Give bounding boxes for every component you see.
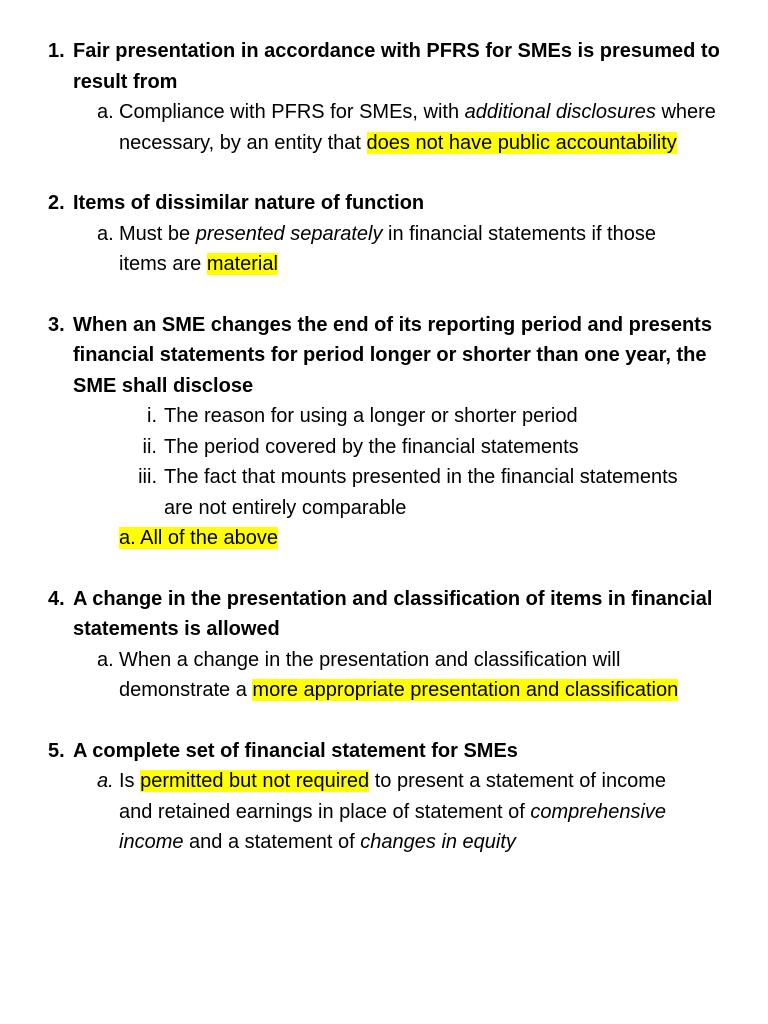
question-number: 2.	[48, 192, 65, 214]
question-line	[0, 188, 768, 219]
answer-label: a.	[97, 648, 114, 671]
italic-text: comprehensive	[530, 800, 667, 823]
answer-line	[0, 523, 768, 554]
answer-text: When a change in the presentation and classification will	[119, 648, 621, 671]
question-text: Items of dissimilar nature of function	[73, 192, 425, 214]
sub-item-label: iii.	[138, 466, 157, 488]
question-1	[0, 36, 768, 158]
sub-item-continuation	[0, 493, 768, 524]
answer-line	[0, 797, 768, 828]
answer-line	[0, 766, 768, 797]
question-text: A complete set of financial statement for SMEs	[73, 739, 518, 762]
sub-item-label: i.	[147, 405, 157, 427]
question-line	[0, 614, 768, 645]
question-text: Fair presentation in accordance with PFRS for SMEs is presumed to	[73, 40, 720, 62]
answer-text: necessary, by an entity that does not have public accountability	[119, 131, 677, 154]
question-text: A change in the presentation and classification of items in financial	[73, 587, 713, 610]
question-line	[0, 340, 768, 371]
highlighted-answer: a. All of the above	[119, 527, 279, 549]
question-3	[0, 310, 768, 554]
answer-line	[0, 97, 768, 128]
question-line	[0, 736, 768, 767]
answer-line	[0, 219, 768, 250]
sub-item	[0, 401, 768, 432]
answer-text: and retained earnings in place of statement of comprehensive	[119, 800, 667, 823]
question-2	[0, 188, 768, 280]
highlighted-answer: does not have public accountability	[366, 131, 677, 154]
question-line	[0, 371, 768, 402]
answer-text: items are material	[119, 253, 278, 275]
sub-item-label: ii.	[142, 435, 157, 458]
highlighted-answer: more appropriate presentation and classification	[252, 679, 679, 701]
answer-line	[0, 645, 768, 676]
question-line	[0, 584, 768, 615]
answer-line	[0, 827, 768, 858]
sub-item	[0, 432, 768, 463]
sub-item-text: The reason for using a longer or shorter period	[164, 405, 578, 427]
sub-item-text: are not entirely comparable	[164, 496, 407, 519]
answer-text	[119, 527, 278, 549]
answer-text: income and a statement of changes in equity	[119, 831, 516, 853]
question-text: When an SME changes the end of its reporting period and presents	[73, 313, 712, 336]
answer-line	[0, 675, 768, 706]
sub-item-text: The period covered by the financial statements	[164, 435, 579, 458]
answer-label: a.	[97, 770, 114, 792]
answer-text: Is permitted but not required to present a statement of income	[119, 770, 666, 792]
question-text: SME shall disclose	[73, 374, 254, 397]
italic-text: changes in equity	[360, 831, 516, 853]
sub-item	[0, 462, 768, 493]
question-4	[0, 584, 768, 706]
answer-text: demonstrate a more appropriate presentation and classification	[119, 679, 679, 701]
question-text: statements is allowed	[73, 618, 280, 640]
question-number: 4.	[48, 587, 65, 610]
question-text: result from	[73, 70, 178, 93]
highlighted-answer: material	[206, 253, 278, 275]
question-number: 5.	[48, 739, 65, 762]
question-5	[0, 736, 768, 858]
italic-text: presented separately	[195, 222, 383, 245]
highlighted-answer: permitted but not required	[140, 770, 370, 792]
answer-label: a.	[97, 101, 114, 123]
answer-line	[0, 249, 768, 280]
answer-label: a.	[97, 222, 114, 245]
question-number: 3.	[48, 313, 65, 336]
answer-text: Must be presented separately in financial statements if those	[119, 222, 656, 245]
question-line	[0, 36, 768, 67]
italic-text: income	[119, 831, 184, 853]
question-number: 1.	[48, 40, 65, 62]
question-line	[0, 67, 768, 98]
answer-text: Compliance with PFRS for SMEs, with additional disclosures where	[119, 101, 716, 123]
sub-item-text: The fact that mounts presented in the financial statements	[164, 466, 678, 488]
question-text: financial statements for period longer or shorter than one year, the	[73, 344, 707, 366]
answer-line	[0, 128, 768, 159]
italic-text: additional disclosures	[464, 101, 656, 123]
question-line	[0, 310, 768, 341]
